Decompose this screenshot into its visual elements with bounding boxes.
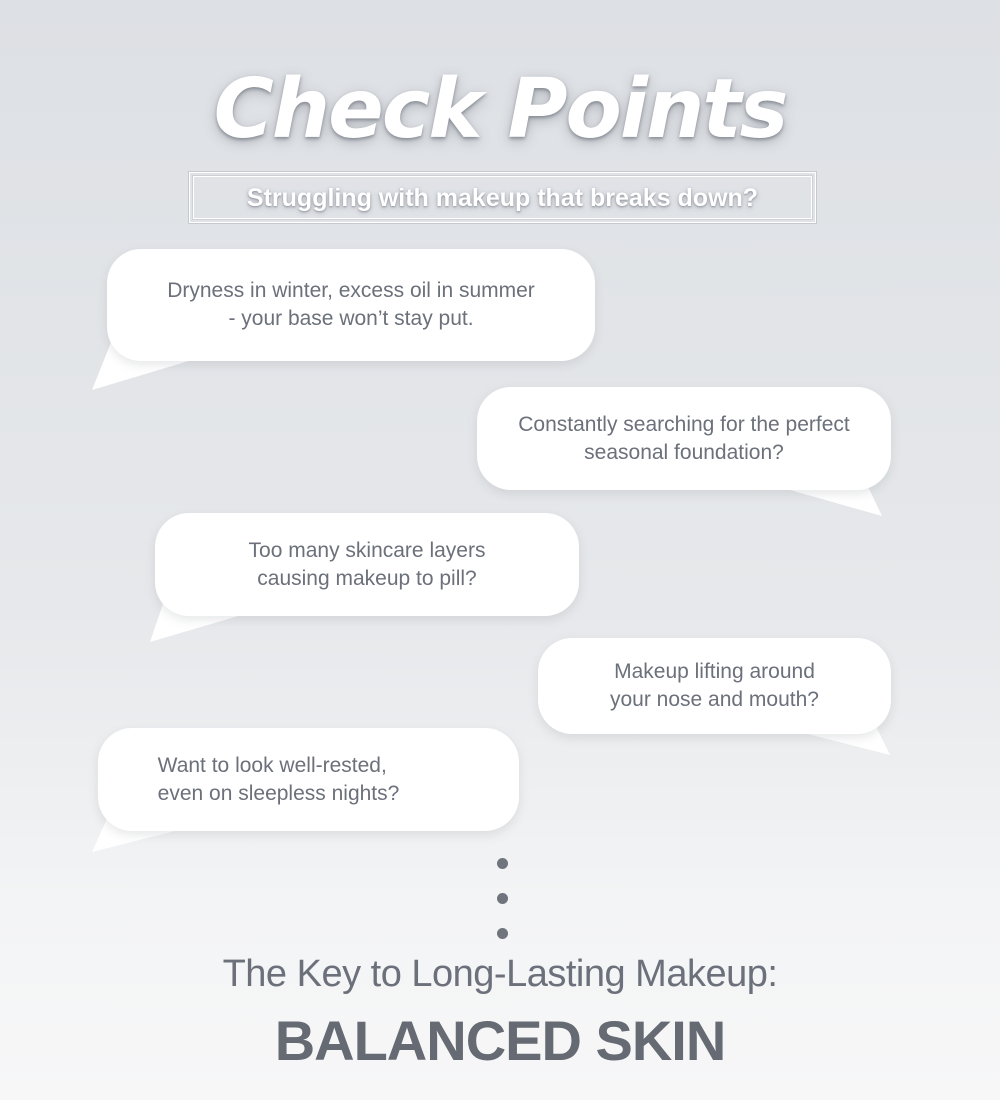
speech-bubble <box>107 249 595 361</box>
vertical-ellipsis-icon <box>497 858 509 963</box>
bubble-text: Constantly searching for the perfect seasonal foundation? <box>518 412 850 464</box>
speech-bubble <box>155 513 579 616</box>
speech-bubble <box>477 387 891 490</box>
subtitle-text: Struggling with makeup that breaks down? <box>246 184 759 212</box>
dot <box>497 858 508 869</box>
dot <box>497 928 508 939</box>
bubble-text: Dryness in winter, excess oil in summer - your base won’t stay put. <box>167 279 535 330</box>
speech-bubble <box>98 728 519 831</box>
page-title: Check Points <box>213 62 787 157</box>
bubble-text: Makeup lifting around your nose and mouth? <box>610 660 819 711</box>
conclusion-highlight: BALANCED SKIN <box>274 1009 726 1072</box>
subtitle-frame <box>189 172 816 223</box>
speech-bubble <box>538 638 891 734</box>
dot <box>497 893 508 904</box>
conclusion-lead: The Key to Long-Lasting Makeup: <box>222 953 778 995</box>
bubble-text: Too many skincare layers causing makeup to pill? <box>248 538 486 590</box>
bubble-text: Want to look well-rested, even on sleepless nights? <box>157 753 400 805</box>
